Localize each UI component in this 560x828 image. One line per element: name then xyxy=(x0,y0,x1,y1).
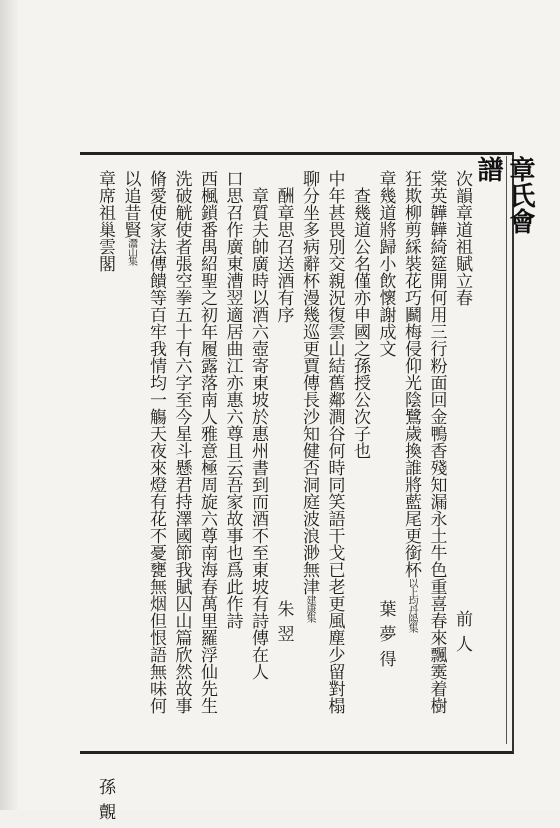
text-column xyxy=(450,170,474,306)
author-name: 朱翌 xyxy=(273,600,294,650)
text-column xyxy=(144,170,168,714)
column-annotation: 建康集 xyxy=(304,595,315,622)
column-text: 棠英韡韡綺筵開何用三行粉面回金鴨香殘知漏永土牛色重喜春來飄霙着樹 xyxy=(426,170,447,714)
column-annotation: 以上均丹陽集 xyxy=(406,578,417,632)
text-column xyxy=(399,170,423,632)
author-name: 葉夢得 xyxy=(375,600,396,675)
column-text: 章質夫帥廣時以酒六壺寄東坡於惠州書到而酒不至東坡有詩傳在人 xyxy=(248,170,268,680)
text-column xyxy=(425,170,449,714)
text-column xyxy=(93,170,117,272)
column-text: 以追昔賢 xyxy=(120,170,141,238)
text-column xyxy=(246,170,270,680)
column-text: 酬章思召送酒有序 xyxy=(273,170,294,323)
page-header xyxy=(472,156,535,256)
text-column xyxy=(221,170,245,629)
column-text: 次韻章道祖賦立春 xyxy=(452,170,472,306)
text-column xyxy=(323,170,347,714)
author-name: 前人 xyxy=(452,610,472,660)
column-text: 西楓鎖番禺紹聖之初年履露落南人雅意極周旋六尊南海春萬里羅浮仙先生 xyxy=(197,170,217,714)
text-column xyxy=(297,170,321,622)
column-text: 查幾道公名僅亦申國之孫授公次子也 xyxy=(350,170,370,459)
column-text: 洗破觥使者張空拳五十有六字至今星斗懸君持澤國節我賦囚山篇欣然故事 xyxy=(171,170,192,714)
column-text: 聊分坐多病辭杯漫幾巡更賈傳長沙知健否洞庭波浪渺無津 xyxy=(299,170,319,595)
author-name: 孫覿 xyxy=(95,778,115,828)
text-column xyxy=(348,170,372,459)
column-text: 章席祖巢雲閣 xyxy=(95,170,115,272)
column-text: 脩愛使家法傳饋等百牢我情均一觴天夜來燈有花不憂甕無烟但恨語無味何 xyxy=(146,170,166,714)
text-column xyxy=(119,170,143,265)
column-text: 章幾道將歸小飲懷謝成文 xyxy=(375,170,396,357)
text-column xyxy=(195,170,219,714)
column-text: 中年甚畏別交親況復雲山結舊鄰澗谷何時同笑語干戈已老更風塵少留對榻 xyxy=(324,170,345,714)
column-text: 口思召作廣東漕翌適居曲江亦惠六尊且云吾家故事也爲此作詩 xyxy=(222,170,243,629)
text-column xyxy=(374,170,398,357)
text-column xyxy=(170,170,194,714)
page-edge-shadow xyxy=(0,0,18,810)
column-annotation: 灊山集 xyxy=(125,238,137,265)
header-title: 章氏會譜 xyxy=(473,156,535,234)
column-text: 狂欺柳剪綵裝花巧鬬梅侵仰光陰鷺歲換誰將藍尾更銜杯 xyxy=(401,170,421,578)
text-column xyxy=(272,170,296,323)
